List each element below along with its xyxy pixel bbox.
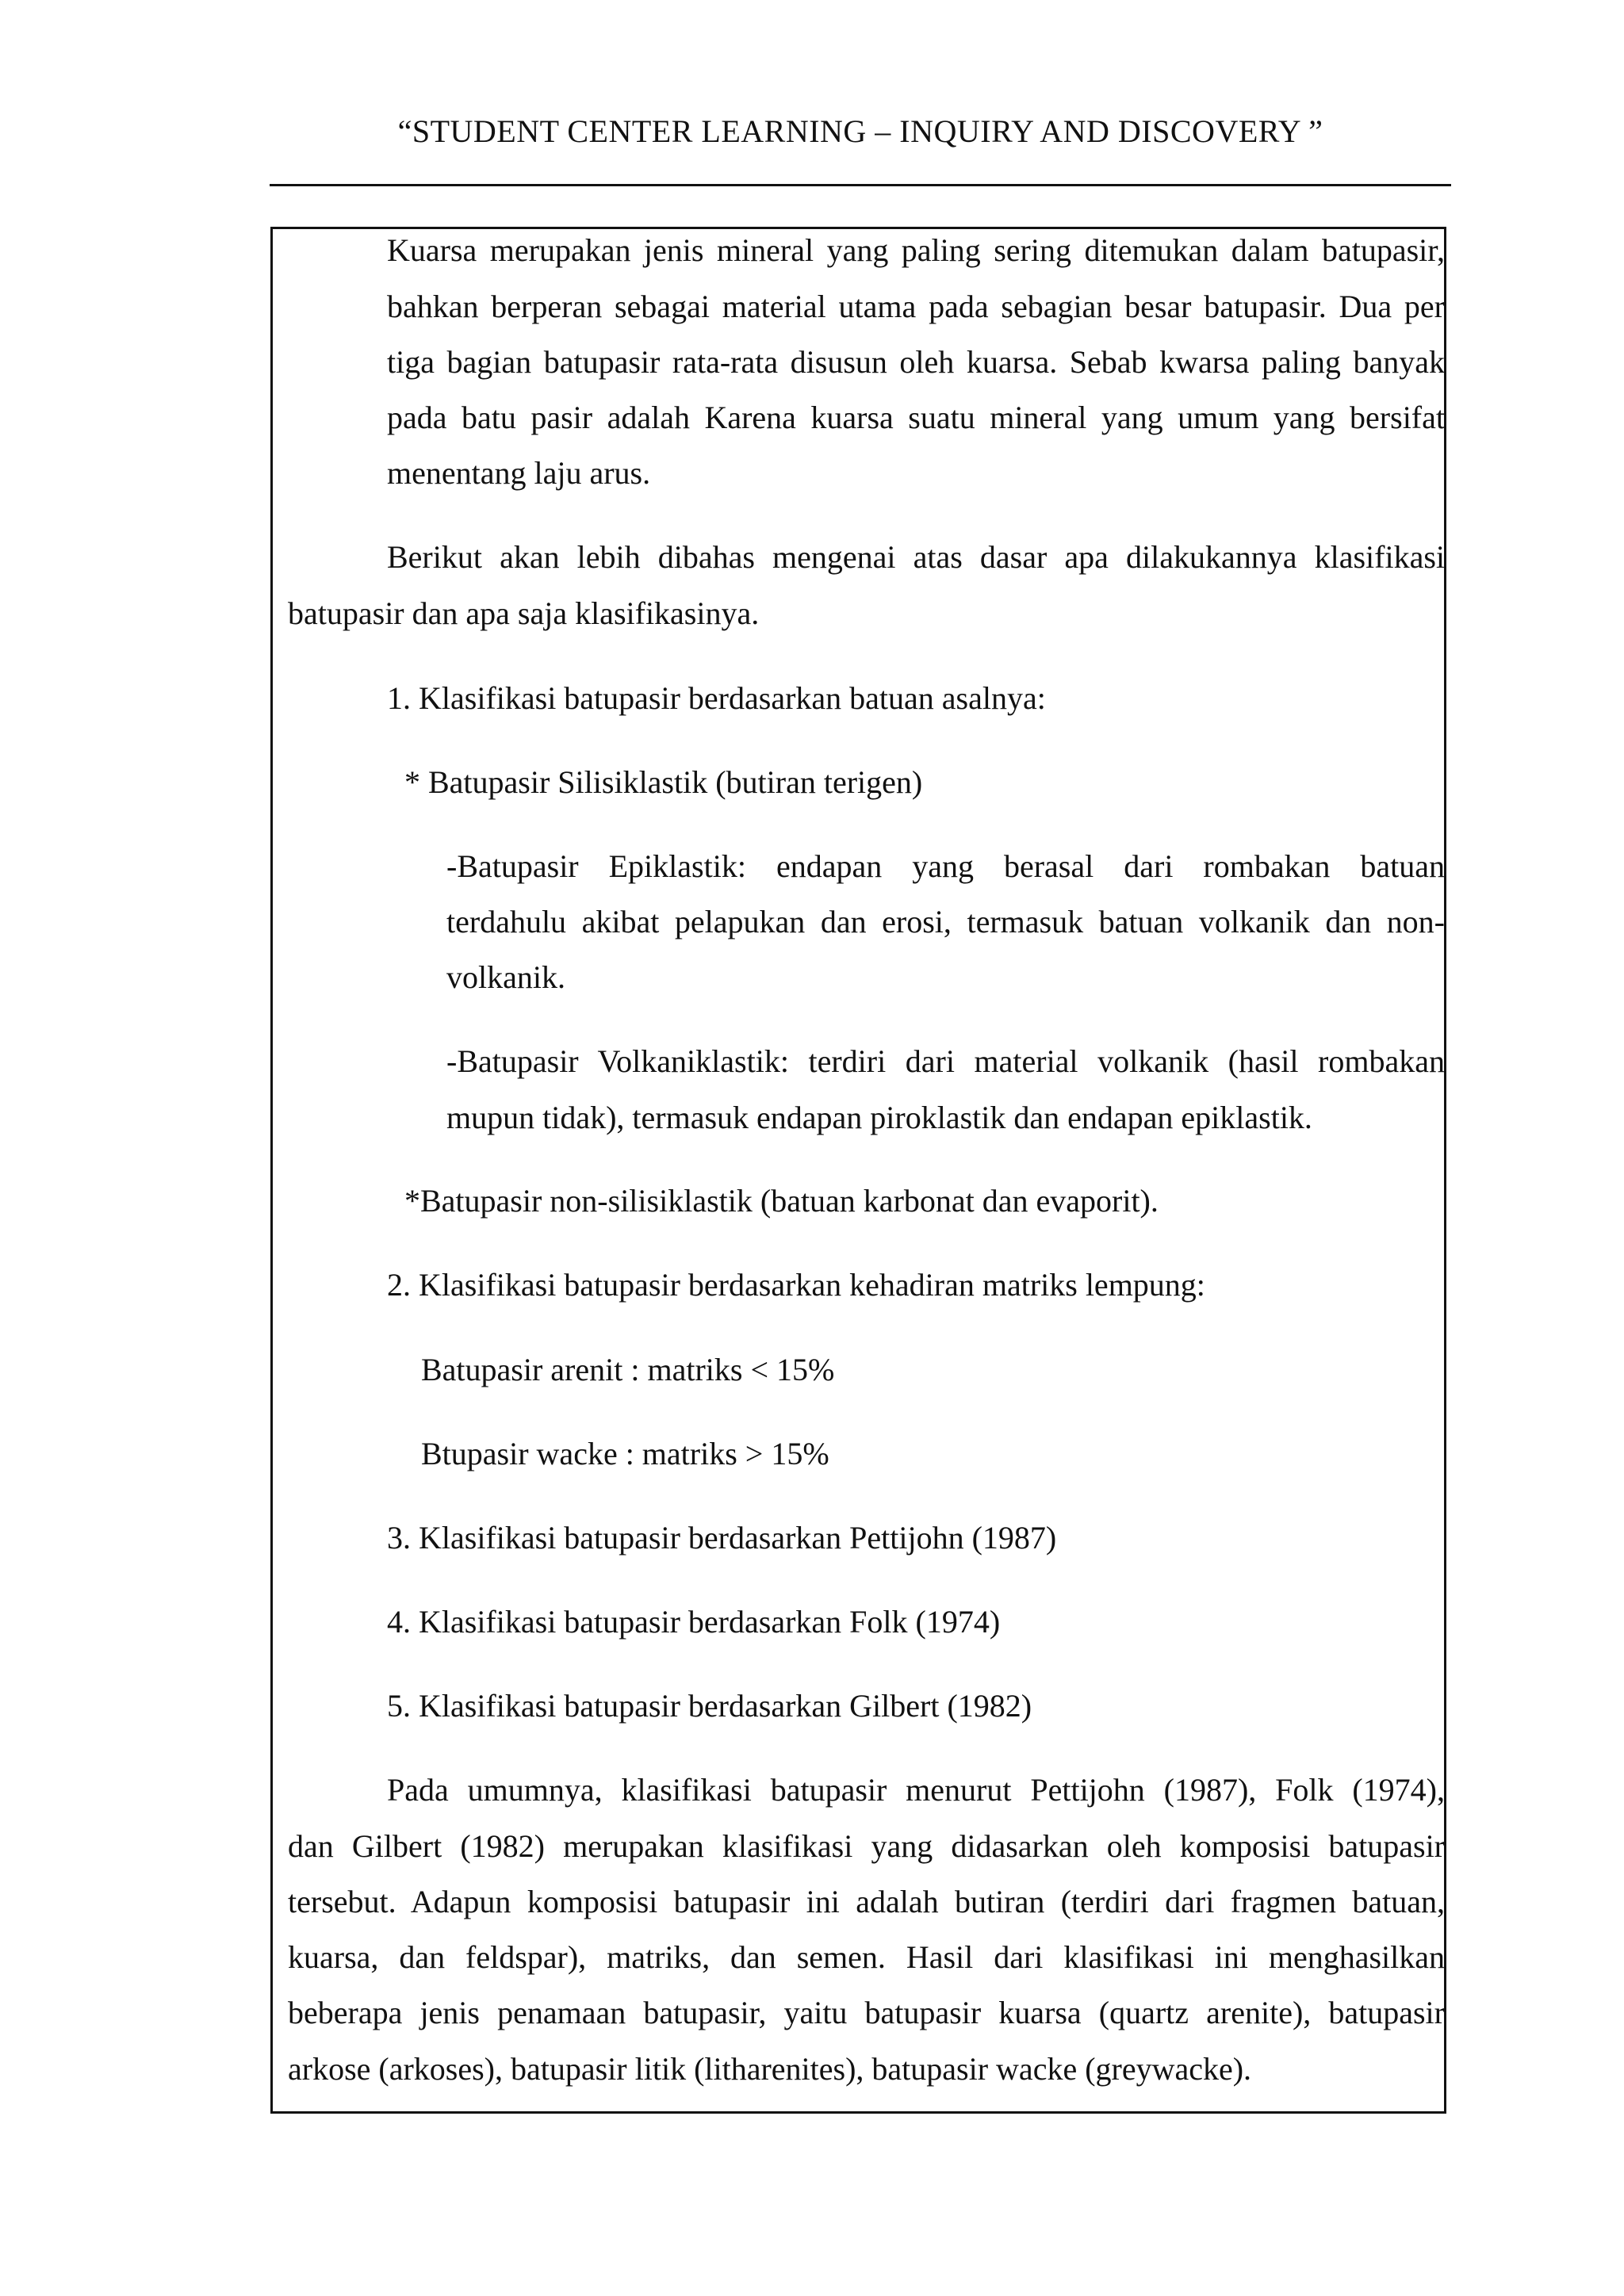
wacke-line: Btupasir wacke : matriks > 15% bbox=[421, 1436, 829, 1471]
paragraph-3-line-3: tersebut. Adapun komposisi batupasir ini adalah butiran (terdiri dari fragmen batuan, bbox=[288, 1884, 1445, 1919]
paragraph-3-line-5: beberapa jenis penamaan batupasir, yaitu batupasir kuarsa (quartz arenite), batupasir bbox=[288, 1995, 1445, 2030]
sub-item-non-silisiklastik: *Batupasir non-silisiklastik (batuan karbonat dan evaporit). bbox=[404, 1183, 1159, 1219]
list-item-3: 3. Klasifikasi batupasir berdasarkan Pettijohn (1987) bbox=[387, 1520, 1057, 1556]
sub-item-silisiklastik: * Batupasir Silisiklastik (butiran terigen) bbox=[404, 764, 923, 800]
epiklastik-line-1: -Batupasir Epiklastik: endapan yang berasal dari rombakan batuan bbox=[446, 848, 1445, 884]
arenit-line: Batupasir arenit : matriks < 15% bbox=[421, 1352, 835, 1387]
list-item-4: 4. Klasifikasi batupasir berdasarkan Folk (1974) bbox=[387, 1604, 1001, 1640]
list-item-5: 5. Klasifikasi batupasir berdasarkan Gilbert (1982) bbox=[387, 1688, 1032, 1724]
paragraph-3-line-1: Pada umumnya, klasifikasi batupasir menurut Pettijohn (1987), Folk (1974), bbox=[387, 1772, 1445, 1808]
list-item-2: 2. Klasifikasi batupasir berdasarkan kehadiran matriks lempung: bbox=[387, 1267, 1205, 1303]
paragraph-1-line-3: tiga bagian batupasir rata-rata disusun oleh kuarsa. Sebab kwarsa paling banyak bbox=[387, 344, 1445, 380]
header-rule bbox=[270, 184, 1451, 186]
volkaniklastik-line-2: mupun tidak), termasuk endapan piroklastik dan endapan epiklastik. bbox=[446, 1100, 1312, 1135]
paragraph-3-line-2: dan Gilbert (1982) merupakan klasifikasi yang didasarkan oleh komposisi batupasir bbox=[288, 1828, 1445, 1864]
paragraph-1-line-1: Kuarsa merupakan jenis mineral yang paling sering ditemukan dalam batupasir, bbox=[387, 232, 1445, 268]
paragraph-3-line-4: kuarsa, dan feldspar), matriks, dan semen. Hasil dari klasifikasi ini menghasilkan bbox=[288, 1939, 1445, 1975]
paragraph-2-line-2: batupasir dan apa saja klasifikasinya. bbox=[288, 595, 760, 631]
epiklastik-line-2: terdahulu akibat pelapukan dan erosi, termasuk batuan volkanik dan non- bbox=[446, 904, 1445, 939]
volkaniklastik-line-1: -Batupasir Volkaniklastik: terdiri dari material volkanik (hasil rombakan bbox=[446, 1043, 1445, 1079]
paragraph-1-line-2: bahkan berperan sebagai material utama pada sebagian besar batupasir. Dua per bbox=[387, 289, 1445, 324]
epiklastik-line-3: volkanik. bbox=[446, 959, 565, 995]
paragraph-3-line-6: arkose (arkoses), batupasir litik (litharenites), batupasir wacke (greywacke). bbox=[288, 2051, 1252, 2087]
paragraph-2-line-1: Berikut akan lebih dibahas mengenai atas dasar apa dilakukannya klasifikasi bbox=[387, 539, 1445, 575]
running-header: “STUDENT CENTER LEARNING – INQUIRY AND DISCOVERY ” bbox=[397, 113, 1323, 149]
paragraph-1-line-5: menentang laju arus. bbox=[387, 455, 651, 491]
list-item-1: 1. Klasifikasi batupasir berdasarkan batuan asalnya: bbox=[387, 680, 1046, 716]
paragraph-1-line-4: pada batu pasir adalah Karena kuarsa suatu mineral yang umum yang bersifat bbox=[387, 400, 1445, 435]
